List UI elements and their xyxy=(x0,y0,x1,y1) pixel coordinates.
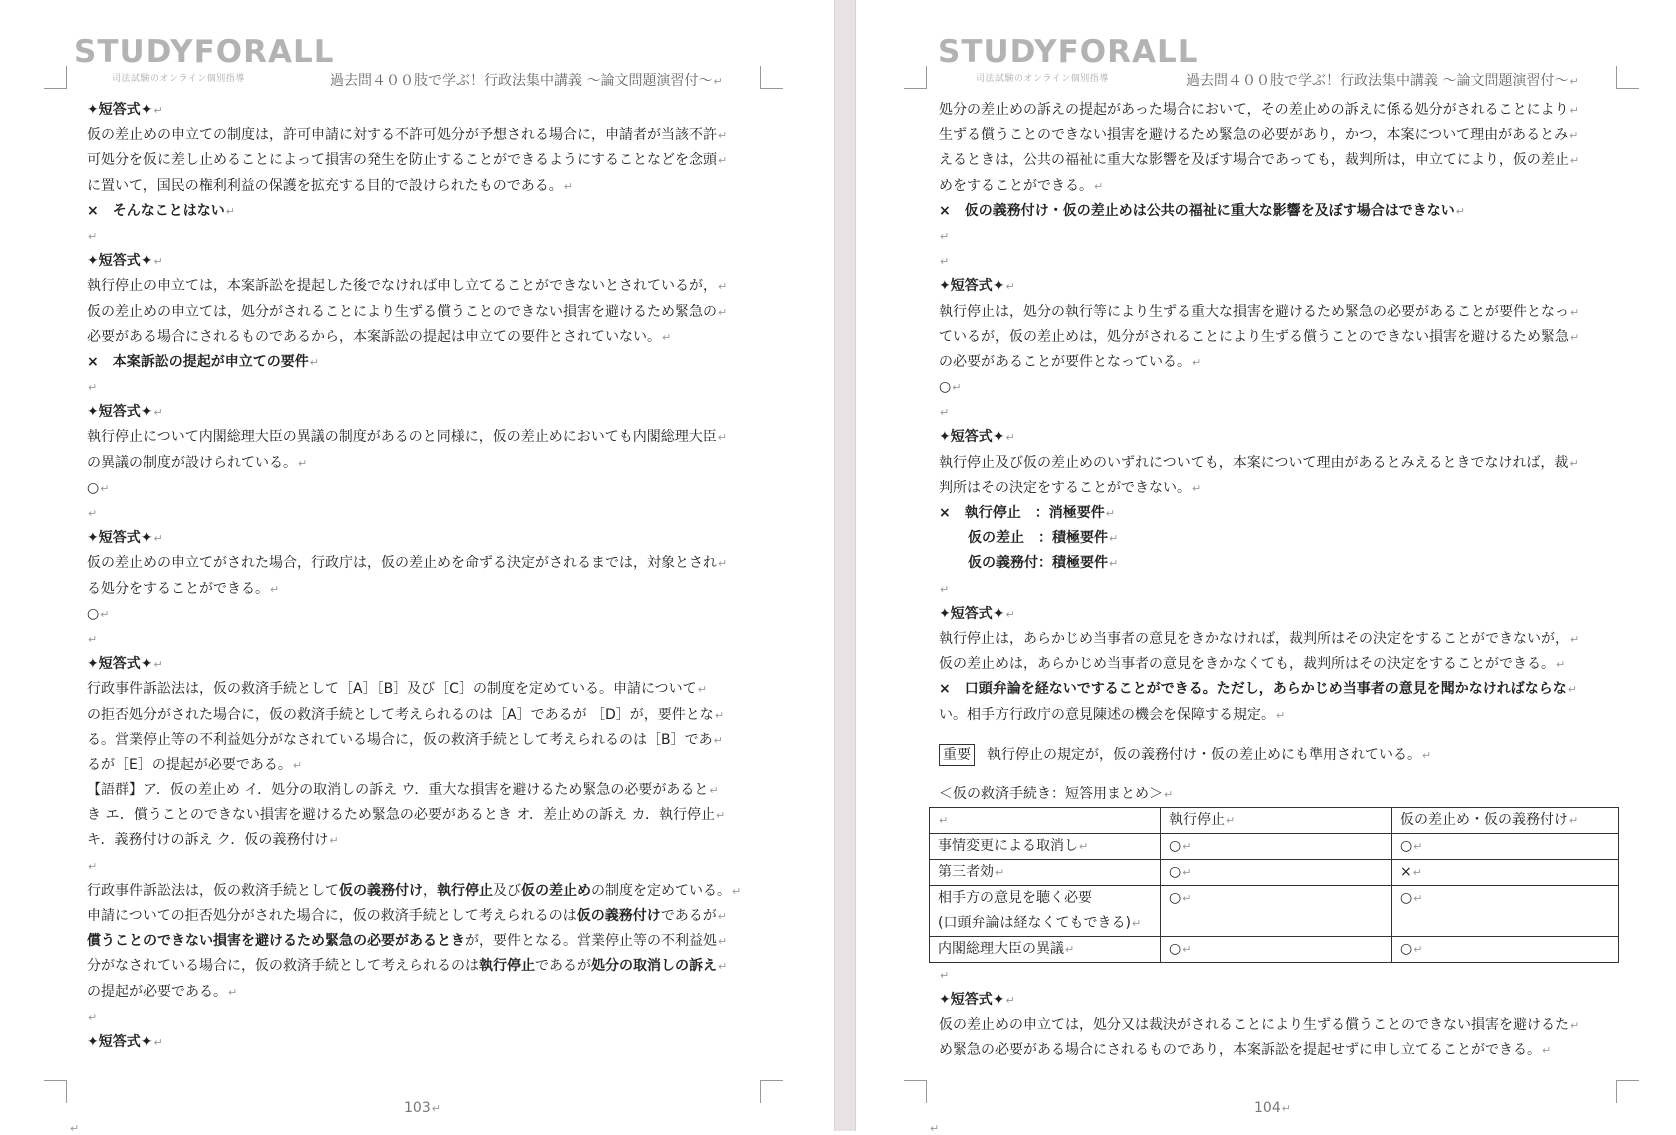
table-header-row xyxy=(930,807,1619,833)
text-line: ているが，仮の差止めは，処分がされることにより生ずる償うことのできない損害を避けるため緊急↵ xyxy=(939,328,1580,345)
document-page-right xyxy=(856,0,1676,1135)
text-line: 仮の差止 ：積極要件↵ xyxy=(968,530,1119,547)
table-row xyxy=(930,859,1619,885)
text-line: 仮の義務付：積極要件↵ xyxy=(968,555,1119,572)
text-line: る。営業停止等の不利益処分がなされている場合に，仮の救済手続として考えられるのは［B］であ↵ xyxy=(87,731,723,748)
text-line: えるときは，公共の福祉に重大な影響を及ぼす場合であっても，裁判所は，申立てにより，仮の差止↵ xyxy=(939,152,1580,169)
text-line: ○↵ xyxy=(87,605,110,622)
crop-mark xyxy=(44,66,67,89)
empty-line: ↵ xyxy=(88,381,98,395)
question-header: ✦短答式✦↵ xyxy=(939,605,1015,622)
text-line: ○↵ xyxy=(87,479,110,496)
text-line: 仮の差止めの申立ては，処分がされることにより生ずる償うことのできない損害を避けるため緊急の↵ xyxy=(87,303,728,320)
logo-subtitle: 司法試験のオンライン個別指導 xyxy=(976,74,1109,84)
table-row xyxy=(930,885,1619,936)
question-header: ✦短答式✦↵ xyxy=(87,253,163,270)
text-line: ○↵ xyxy=(939,379,962,396)
crop-mark xyxy=(760,66,783,89)
paragraph-mark: ↵ xyxy=(930,1122,940,1135)
table-cell: ○↵ xyxy=(1161,833,1392,859)
empty-line: ↵ xyxy=(940,229,950,243)
empty-line: ↵ xyxy=(940,582,950,596)
text-line: × 口頭弁論を経ないですることができる。ただし，あらかじめ当事者の意見を聞かなければならな↵ xyxy=(939,681,1577,698)
text-line: め緊急の必要がある場合にされるものであり，本案訴訟を提起せずに申し立てることができる。↵ xyxy=(939,1042,1552,1059)
empty-line: ↵ xyxy=(88,229,98,243)
empty-line: ↵ xyxy=(88,1010,98,1024)
important-badge: 重要 xyxy=(939,744,975,766)
text-line: 生ずる償うことのできない損害を避けるため緊急の必要があり，かつ，本案について理由があるとみ↵ xyxy=(939,127,1579,144)
crop-mark xyxy=(904,1080,927,1103)
paragraph-mark: ↵ xyxy=(70,1122,80,1135)
running-header: 過去問４００肢で学ぶ！行政法集中講義 〜論文問題演習付〜↵ xyxy=(1186,73,1579,89)
table-cell: 仮の差止め・仮の義務付け↵ xyxy=(1392,807,1619,833)
table-cell: ○↵ xyxy=(1392,885,1619,936)
text-line: 執行停止は，あらかじめ当事者の意見をきかなければ，裁判所はその決定をすることができないが，↵ xyxy=(939,630,1580,647)
text-line: の異議の制度が設けられている。↵ xyxy=(87,454,308,471)
text-line: 執行停止は，処分の執行等により生ずる重大な損害を避けるため緊急の必要があることが要件となっ↵ xyxy=(939,303,1580,320)
text-line: 行政事件訴訟法は，仮の救済手続として仮の義務付け，執行停止及び仮の差止めの制度を定めている。↵ xyxy=(87,882,742,899)
page-body xyxy=(87,98,767,1055)
summary-table xyxy=(929,807,1619,963)
empty-line: ↵ xyxy=(940,968,950,982)
table-cell: 内閣総理大臣の異議↵ xyxy=(930,936,1161,962)
empty-line: ↵ xyxy=(88,859,98,873)
text-line: 分がなされている場合に，仮の救済手続として考えられるのは執行停止であるが処分の取消しの訴え↵ xyxy=(87,958,728,975)
text-line: 申請についての拒否処分がされた場合に，仮の救済手続として考えられるのは仮の義務付けであるが↵ xyxy=(87,908,727,924)
empty-line: ↵ xyxy=(88,507,98,520)
question-header: ✦短答式✦↵ xyxy=(87,1033,163,1050)
text-line: × 仮の義務付け・仮の差止めは公共の福祉に重大な影響を及ぼす場合はできない↵ xyxy=(939,202,1465,219)
page-gutter xyxy=(834,0,856,1131)
crop-mark xyxy=(760,1080,783,1103)
studyforall-logo: STUDYFORALL xyxy=(74,34,335,70)
text-line: き エ．償うことのできない損害を避けるため緊急の必要があるとき オ．差止めの訴え カ．執行停止↵ xyxy=(87,807,726,824)
text-line: 執行停止について内閣総理大臣の異議の制度があるのと同様に，仮の差止めにおいても内閣総理大臣↵ xyxy=(87,429,727,446)
document-page-left xyxy=(0,0,834,1135)
text-line: 行政事件訴訟法は，仮の救済手続として［A］［B］及び［C］の制度を定めている。申請について↵ xyxy=(87,681,707,698)
text-line: 必要がある場合にされるものであるから，本案訴訟の提起は申立ての要件とされていない。↵ xyxy=(87,328,672,345)
question-header: ✦短答式✦↵ xyxy=(87,404,163,421)
table-cell: ○↵ xyxy=(1161,936,1392,962)
text-line: めをすることができる。↵ xyxy=(939,177,1104,194)
running-header: 過去問４００肢で学ぶ！行政法集中講義 〜論文問題演習付〜↵ xyxy=(330,73,723,89)
table-row xyxy=(930,936,1619,962)
crop-mark xyxy=(1616,66,1639,89)
question-header: ✦短答式✦↵ xyxy=(87,656,163,673)
table-cell: 執行停止↵ xyxy=(1161,807,1392,833)
text-line: × そんなことはない↵ xyxy=(87,202,235,219)
text-line: の拒否処分がされた場合に，仮の救済手続として考えられるのは［A］であるが ［D］が，要件とな↵ xyxy=(87,706,725,723)
table-cell: ○↵ xyxy=(1392,833,1619,859)
page-number: 103↵ xyxy=(404,1100,441,1116)
important-note: 重要 執行停止の規定が，仮の義務付け・仮の差止めにも準用されている。↵ xyxy=(939,740,1619,770)
text-line: キ．義務付けの訴え ク．仮の義務付け↵ xyxy=(87,832,339,849)
question-header: ✦短答式✦↵ xyxy=(939,429,1015,446)
text-line: × 執行停止 ：消極要件↵ xyxy=(939,505,1115,521)
table-cell: ×↵ xyxy=(1392,859,1619,885)
text-line: に置いて，国民の権利利益の保護を拡充する目的で設けられたものである。↵ xyxy=(87,177,573,194)
table-cell: ↵ xyxy=(930,807,1161,833)
text-line: 仮の差止めの申立てがされた場合，行政庁は，仮の差止めを命ずる決定がされるまでは，対象とされ↵ xyxy=(87,555,728,572)
text-line: の必要があることが要件となっている。↵ xyxy=(939,353,1202,370)
text-line: る処分をすることができる。↵ xyxy=(87,580,280,597)
text-line: 執行停止の申立ては，本案訴訟を提起した後でなければ申し立てることができないとされているが，↵ xyxy=(87,278,728,295)
text-line: 仮の差止めは，あらかじめ当事者の意見をきかなくても，裁判所はその決定をすることができる。↵ xyxy=(939,656,1566,673)
table-cell: 相手方の意見を聴く必要 (口頭弁論は経なくてもできる)↵ xyxy=(930,885,1161,936)
empty-line: ↵ xyxy=(88,632,98,646)
text-line: 仮の差止めの申立ての制度は，許可申請に対する不許可処分が予想される場合に，申請者が当該不許↵ xyxy=(87,127,728,144)
page-body xyxy=(939,98,1619,1064)
text-line: 執行停止及び仮の差止めのいずれについても，本案について理由があるとみえるときでなければ，裁↵ xyxy=(939,454,1579,471)
question-header: ✦短答式✦↵ xyxy=(939,278,1015,295)
text-line: 償うことのできない損害を避けるため緊急の必要があるときが，要件となる。営業停止等の不利益処↵ xyxy=(87,933,728,950)
text-line: い。相手方行政庁の意見陳述の機会を保障する規定。↵ xyxy=(939,706,1286,723)
empty-line: ↵ xyxy=(940,255,950,269)
studyforall-logo: STUDYFORALL xyxy=(938,34,1199,70)
text-line: るが［E］の提起が必要である。↵ xyxy=(87,756,303,773)
text-line: 可処分を仮に差し止めることによって損害の発生を防止することができるようにすることなどを念頭↵ xyxy=(87,152,728,169)
logo-subtitle: 司法試験のオンライン個別指導 xyxy=(112,74,245,84)
text-line: 判所はその決定をすることができない。↵ xyxy=(939,479,1202,496)
page-number: 104↵ xyxy=(1254,1100,1291,1116)
text-line: 処分の差止めの訴えの提起があった場合において，その差止めの訴えに係る処分がされることにより↵ xyxy=(939,102,1579,118)
table-cell: ○↵ xyxy=(1392,936,1619,962)
text-line: × 本案訴訟の提起が申立ての要件↵ xyxy=(87,353,319,370)
table-row xyxy=(930,833,1619,859)
text-line: 仮の差止めの申立ては，処分又は裁決がされることにより生ずる償うことのできない損害を避けるた↵ xyxy=(939,1017,1580,1034)
question-header: ✦短答式✦↵ xyxy=(87,530,163,547)
empty-line: ↵ xyxy=(940,406,950,420)
text-line: の提起が必要である。↵ xyxy=(87,983,238,1000)
table-title: ＜仮の救済手続き：短答用まとめ＞↵ xyxy=(939,785,1174,802)
table-cell: 事情変更による取消し↵ xyxy=(930,833,1161,859)
table-cell: ○↵ xyxy=(1161,859,1392,885)
table-cell: 第三者効↵ xyxy=(930,859,1161,885)
crop-mark xyxy=(904,66,927,89)
question-header: ✦短答式✦↵ xyxy=(87,102,163,118)
crop-mark xyxy=(1616,1080,1639,1103)
question-header: ✦短答式✦↵ xyxy=(939,992,1015,1009)
crop-mark xyxy=(44,1080,67,1103)
text-line: 【語群】ア．仮の差止め イ．処分の取消しの訴え ウ．重大な損害を避けるため緊急の必要があると↵ xyxy=(87,782,719,799)
table-cell: ○↵ xyxy=(1161,885,1392,936)
